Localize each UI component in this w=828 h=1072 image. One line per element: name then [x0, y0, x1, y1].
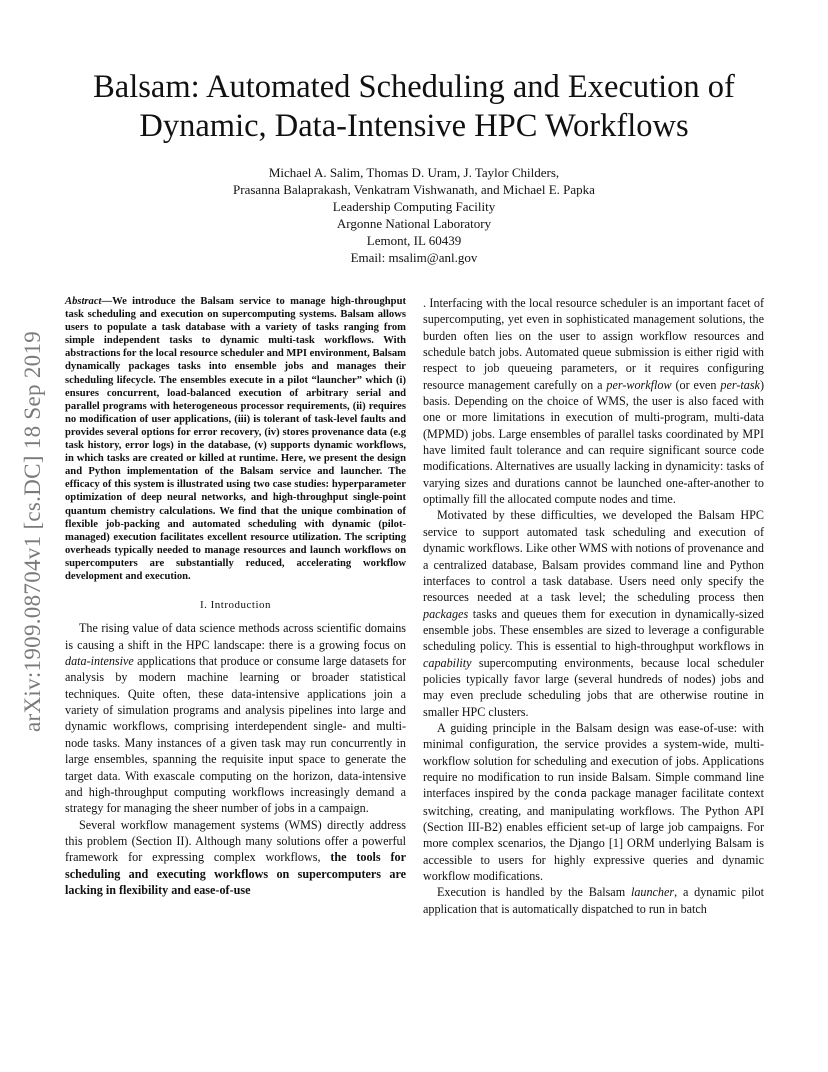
arxiv-identifier: arXiv:1909.08704v1 [cs.DC] 18 Sep 2019	[20, 330, 45, 732]
affiliation-lab: Argonne National Laboratory	[336, 216, 492, 231]
key-claim: the tools for scheduling and executing workflows on supercomputers are lacking in flexibility and ease-of-use	[65, 850, 406, 897]
abstract-text: —We introduce the Balsam service to manage high-throughput task scheduling and execution on supercomputing systems. Balsam allows users to populate a task database with a variety of tasks ranging from simple independent tasks to dynamic multi-task workflows. With abstractions for the local resource scheduler and MPI environment, Balsam dynamically packages tasks into ensemble jobs and manages their scheduling lifecycle. The ensembles execute in a pilot “launcher” which (i) ensures concurrent, load-balanced execution of arbitrary serial and parallel programs with heterogeneous processor requirements, (ii) requires no modification of user applications, (iii) is tolerant of task-level faults and provides several options for error recovery, (iv) stores provenance data (e.g task history, error logs) in the database, (v) supports dynamic workflows, in which tasks are created or killed at runtime. Here, we present the design and Python implementation of the Balsam service and launcher. The efficacy of this system is illustrated using two case studies: hyperparameter optimization of deep neural networks, and high-throughput single-point quantum chemistry calculations. We find that the unique combination of flexible job-packing and automated scheduling with dynamic (pilot-managed) execution facilitates excellent resource utilization. The scripting overheads typically needed to manage resources and launch workflows on supercomputers are substantially reduced, accelerating workflow development and execution.	[65, 296, 406, 582]
abstract-label: Abstract	[65, 296, 102, 307]
author-email: Email: msalim@anl.gov	[350, 250, 478, 265]
intro-paragraph-2-start: Several workflow management systems (WMS) directly address this problem (Section II). Although many solutions offer a powerful framework for expressing complex workflows, the tools for scheduling and executing workflows on supercomputers are lacking in flexibility and ease-of-use	[65, 817, 406, 897]
intro-paragraph-2-cont: . Interfacing with the local resource scheduler is an important facet of supercomputing, yet even in sophisticated management solutions, the burden often lies on the user to assign workflow resources and schedule batch jobs. Automated queue submission is either rigid with respect to job queueing parameters, or it requires configuring resource management carefully on a per-workflow (or even per-task) basis. Depending on the choice of WMS, the user is also faced with one or more limitations in execution of multi-program, multi-data (MPMD) jobs. Large ensembles of parallel tasks coordinated by MPI have limited fault tolerance and can require significant source code modifications. Alternatives are usually lacking in dynamicity: tasks of varying sizes and durations cannot be launched one-after-another to optimally fill the allocated compute nodes and time.	[423, 296, 764, 507]
abstract	[65, 295, 406, 583]
authors-line-2: Prasanna Balaprakash, Venkatram Vishwanath, and Michael E. Papka	[233, 182, 595, 197]
right-column	[423, 295, 764, 917]
authors-line-1: Michael A. Salim, Thomas D. Uram, J. Taylor Childers,	[268, 165, 560, 180]
left-column	[65, 295, 406, 898]
intro-paragraph-1: The rising value of data science methods across scientific domains is causing a shift in the HPC landscape: there is a growing focus on data-intensive applications that produce or consume large datasets for analysis by modern machine learning or broader statistical techniques. Quite often, these data-intensive applications join a variety of simulation programs and analysis pipelines into large and dynamic workflows, comprising interdependent single- and multi-node tasks. Many instances of a given task may run concurrently in large ensembles, spanning the requisite input space to generate the target data. With exascale computing on the horizon, data-intensive and high-throughput computing workflows increasingly demand a strategy for managing the sheer number of jobs in a campaign.	[65, 621, 406, 816]
affiliation-location: Lemont, IL 60439	[366, 233, 462, 248]
conda-code: conda	[553, 787, 587, 801]
intro-paragraph-4: A guiding principle in the Balsam design was ease-of-use: with minimal configuration, the service provides a system-wide, multi-workflow solution for scheduling and execution of jobs. Applications require no modification to run inside Balsam. Simple command line interfaces inspired by the conda package manager facilitate context switching, creating, and manipulating workflows. The Python API (Section III-B2) enables efficient set-up of large job campaigns. For more complex scenarios, the Django [1] ORM underlying Balsam is accessible to users for highly expressive queries and dynamic workflow modifications.	[423, 720, 764, 884]
section-heading-introduction: I. Introduction	[199, 599, 272, 612]
author-block	[100, 164, 728, 266]
affiliation-facility: Leadership Computing Facility	[332, 199, 496, 214]
paper-title: Balsam: Automated Scheduling and Execution of Dynamic, Data-Intensive HPC Workflows	[93, 69, 735, 144]
intro-paragraph-3: Motivated by these difficulties, we developed the Balsam HPC service to support automated task scheduling and execution of dynamic workflows. Like other WMS with notions of provenance and a centralized database, Balsam provides command line and Python interfaces to control a task database. Users need only specify the resources needed at a task level; the scheduling process then packages tasks and queues them for execution in dynamically-sized ensemble jobs. These ensembles are sized to leverage a configurable scheduling policy. This is essential to high-throughput workflows in capability supercomputing environments, because local scheduler policies typically favor large (several hundreds of nodes) jobs and may even preclude scheduling jobs that are otherwise routine in smaller HPC clusters.	[423, 508, 764, 719]
intro-paragraph-5: Execution is handled by the Balsam launcher, a dynamic pilot application that is automatically dispatched to run in batch	[423, 885, 764, 916]
